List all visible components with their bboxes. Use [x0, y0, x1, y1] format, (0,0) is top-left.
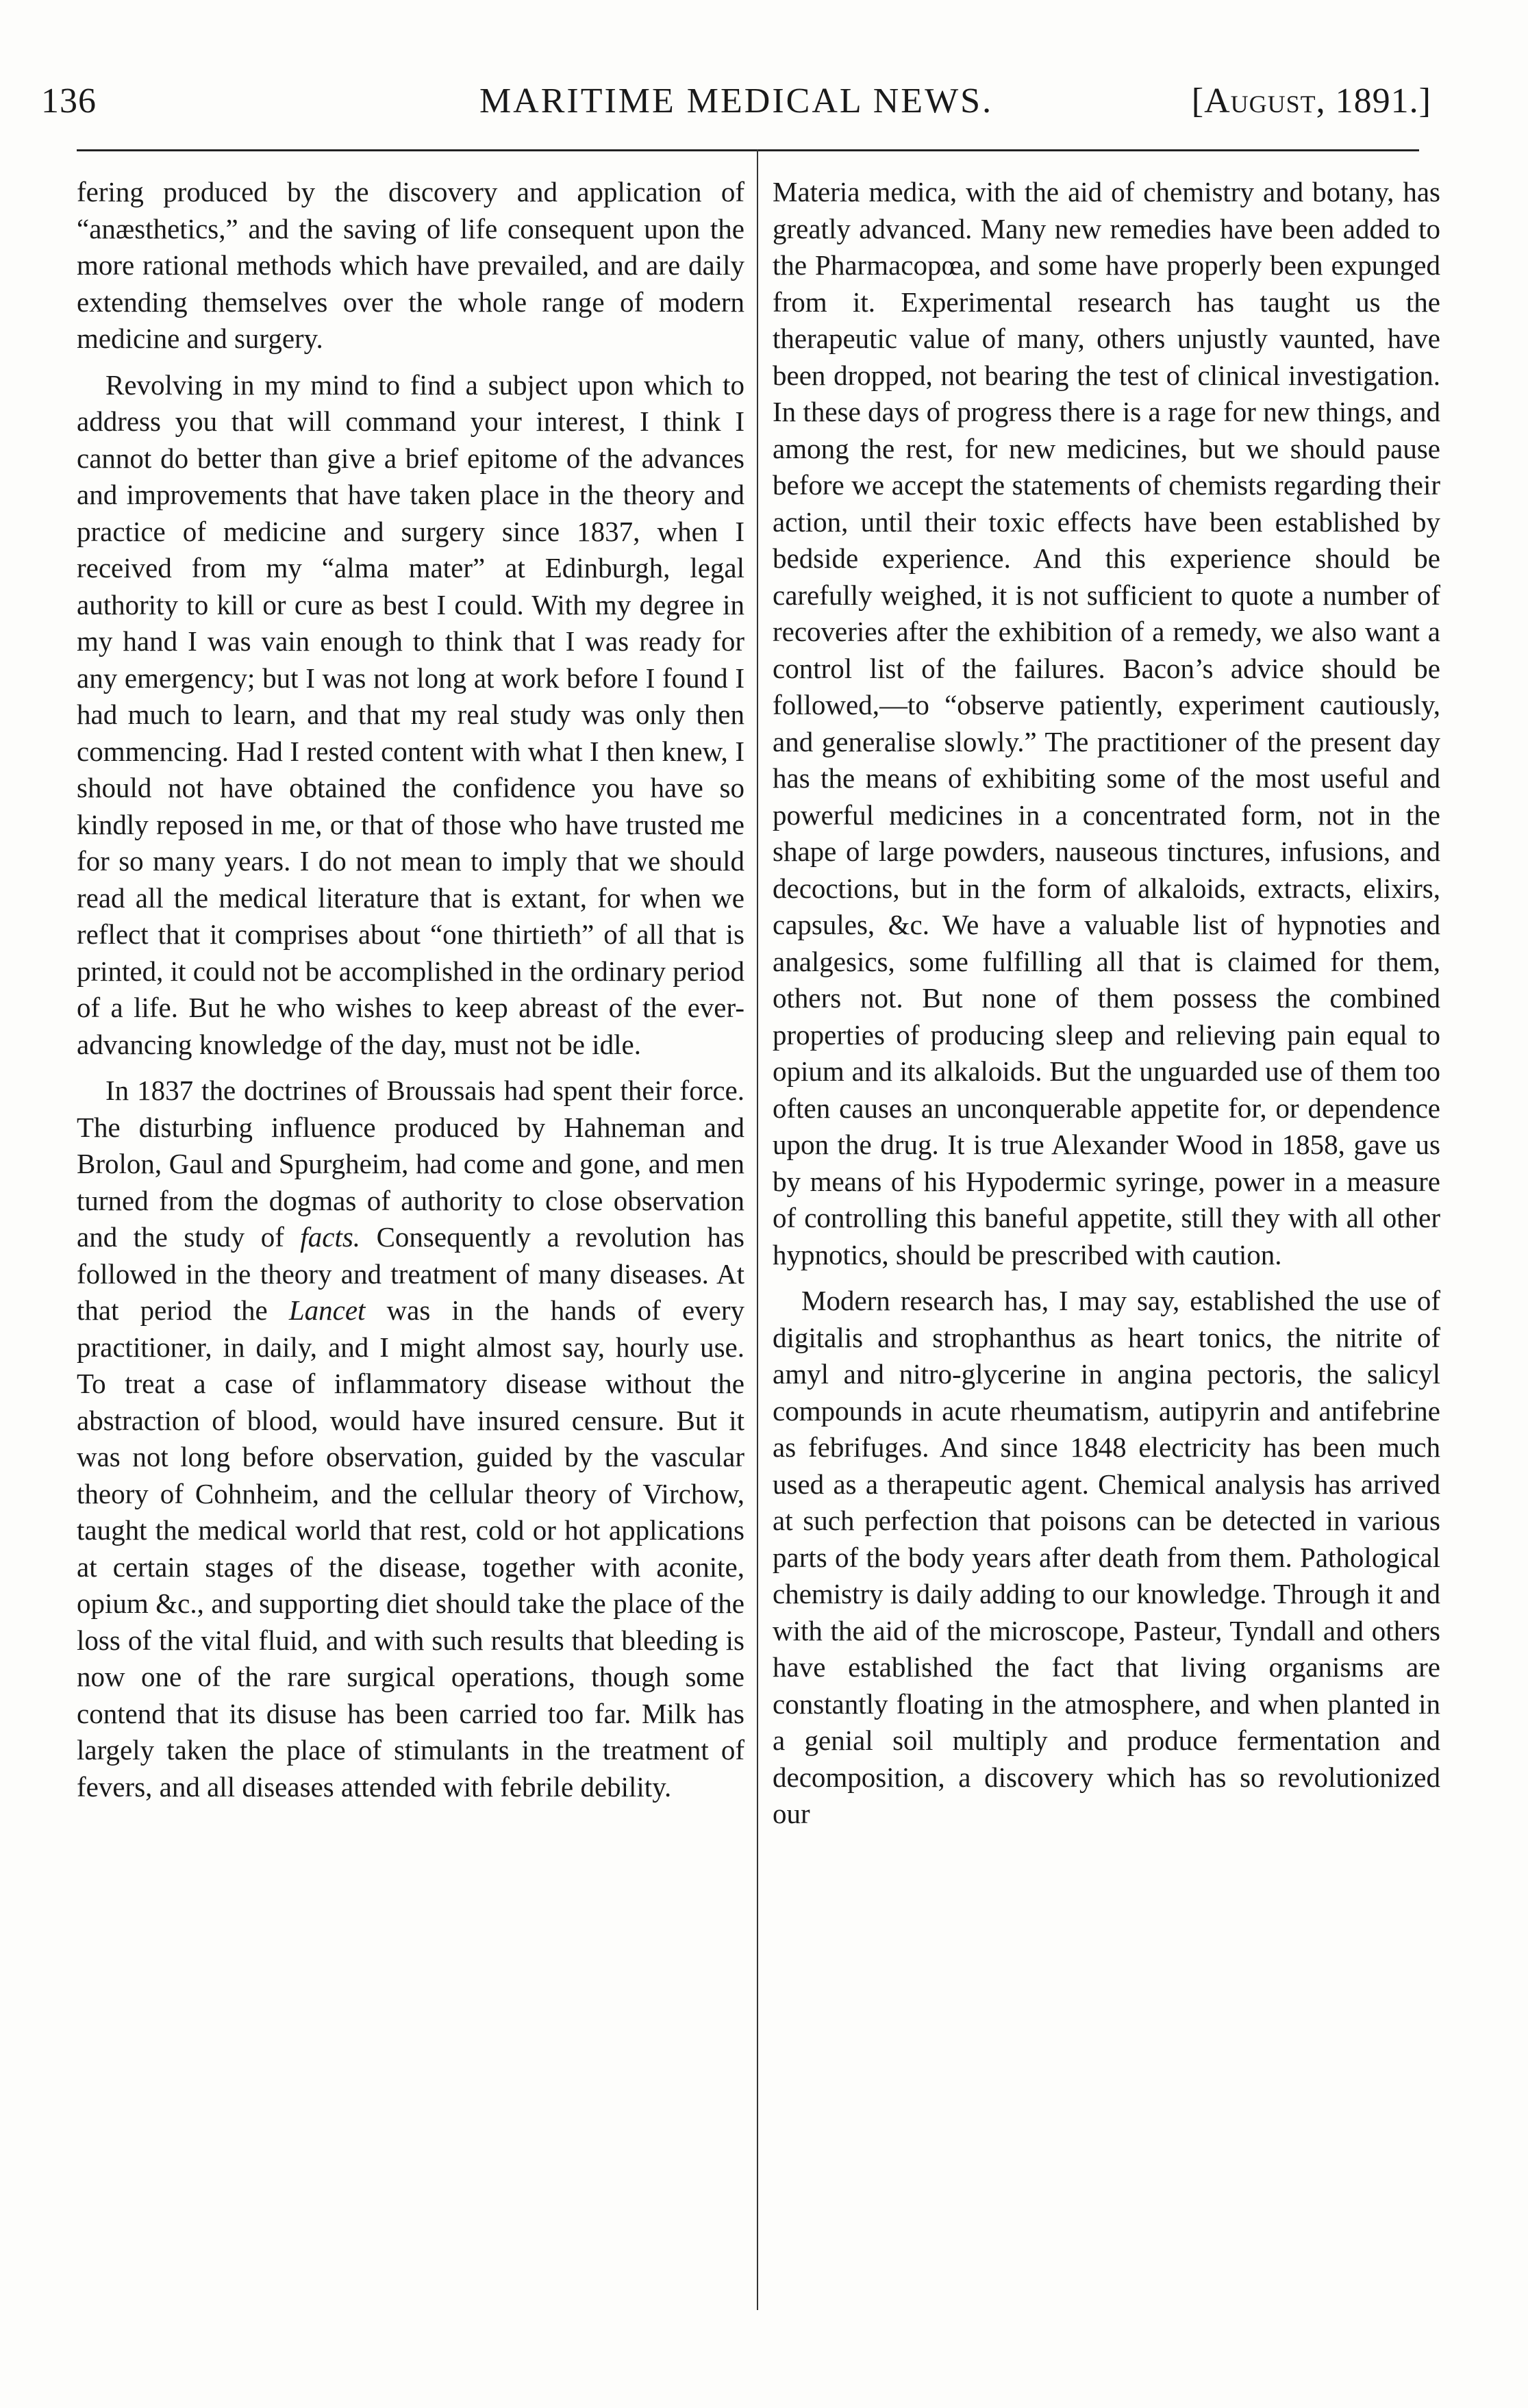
paragraph: Modern research has, I may say, established the use of digitalis and strophanthus as heart tonics, the nitrite of amyl and nitro-glycerine in angina pectoris, the salicyl compounds in acute rheumatism, autipyrin and antifebrine as febrifuges. And since 1848 electricity has been much used as a therapeutic agent. Chemical analysis has arrived at such perfection that poisons can be detected in various parts of the body years after death from them. Pathological chemistry is daily adding to our knowledge. Through it and with the aid of the microscope, Pasteur, Tyndall and others have established the fact that living organisms are constantly floating in the atmosphere, and when planted in a genial soil multiply and produce fermentation and decomposition, a discovery which has so revolutionized our: [773, 1285, 1440, 1829]
journal-title: MARITIME MEDICAL NEWS.: [479, 81, 994, 121]
text-run: was in the hands of every practitioner, in daily, and I might almost say, hourly use. To treat a case of inflammatory disease without the abstraction of blood, would have insured censure. But it was not long before observation, guided by the vascular theory of Cohnheim, and the cellular theory of Virchow, taught the medical world that rest, cold or hot applications at certain stages of the disease, together with aconite, opium &c., and supporting diet should take the place of the loss of the vital fluid, and with such results that bleeding is now one of the rare surgical operations, though some contend that its disuse has been carried too far. Milk has largely taken the place of stimulants in the treatment of fevers, and all diseases attended with febrile debility.: [77, 1294, 744, 1803]
page-header: [41, 81, 1431, 136]
paragraph: Revolving in my mind to find a subject upon which to address you that will command your interest, I think I cannot do better than give a brief epitome of the advances and improvements that have taken place in the theory and practice of medicine and surgery since 1837, when I received from my “alma mater” at Edinburgh, legal authority to kill or cure as best I could. With my degree in my hand I was vain enough to think that I was ready for any emergency; but I was not long at work before I found I had much to learn, and that my real study was only then commencing. Had I rested content with what I then knew, I should not have obtained the confidence you have so kindly reposed in me, or that of those who have trusted me for so many years. I do not mean to imply that we should read all the medical literature that is extant, for when we reflect that it comprises about “one thirtieth” of all that is printed, it could not be accomplished in the ordinary period of a life. But he who wishes to keep abreast of the ever-advancing knowledge of the day, must not be idle.: [77, 368, 744, 1060]
column-divider: [757, 149, 758, 2310]
page-number: 136: [41, 81, 97, 121]
paragraph: [77, 1073, 744, 1805]
issue-date: [August, 1891.]: [1191, 81, 1431, 121]
text-run: Consequently a revolution has followed in the theory and treatment of many diseases. At that period the: [77, 1221, 744, 1326]
paragraph: Materia medica, with the aid of chemistry and botany, has greatly advanced. Many new remedies have been added to the Pharmacopœa, and some have properly been expunged from it. Experimental research has taught us the therapeutic value of many, others unjustly vaunted, have been dropped, not bearing the test of clinical investigation. In these days of progress there is a rage for new things, and among the rest, for new medicines, but we should pause before we accept the statements of chemists regarding their action, until their toxic effects have been established by bedside experience. And this experience should be carefully weighed, it is not sufficient to quote a number of recoveries after the exhibition of a remedy, we also want a control list of the failures. Bacon’s advice should be followed,—to “observe patiently, experiment cautiously, and generalise slowly.” The practitioner of the present day has the means of exhibiting some of the most useful and powerful medicines in a concentrated form, not in the shape of large powders, nauseous tinctures, infusions, and decoctions, but in the form of alkaloids, extracts, elixirs, capsules, &c. We have a valuable list of hypnoties and analgesics, some fulfilling all that is claimed for them, others not. But none of them possess the combined properties of producing sleep and relieving pain equal to opium and its alkaloids. But the unguarded use of them too often causes an unconquerable appetite for, or dependence upon the drug. It is true Alexander Wood in 1858, gave us by means of his Hypodermic syringe, power in a measure of controlling this baneful appetite, still they with all other hypnotics, should be prescribed with caution.: [773, 176, 1440, 1270]
header-rule: [77, 149, 1419, 151]
paragraph: fering produced by the discovery and application of “anæsthetics,” and the saving of life consequent upon the more rational methods which have prevailed, and are daily extending themselves over the whole range of modern medicine and surgery.: [77, 176, 744, 354]
text-run: In 1837 the doctrines of Broussais had spent their force. The disturbing influence produced by Hahneman and Brolon, Gaul and Spurgheim, had come and gone, and men turned from the dogmas of authority to close observation and the study of: [77, 1075, 744, 1253]
right-column: [773, 174, 1440, 1833]
italic-text: facts.: [300, 1221, 361, 1253]
left-column: [77, 174, 744, 1805]
italic-text: Lancet: [288, 1294, 366, 1326]
